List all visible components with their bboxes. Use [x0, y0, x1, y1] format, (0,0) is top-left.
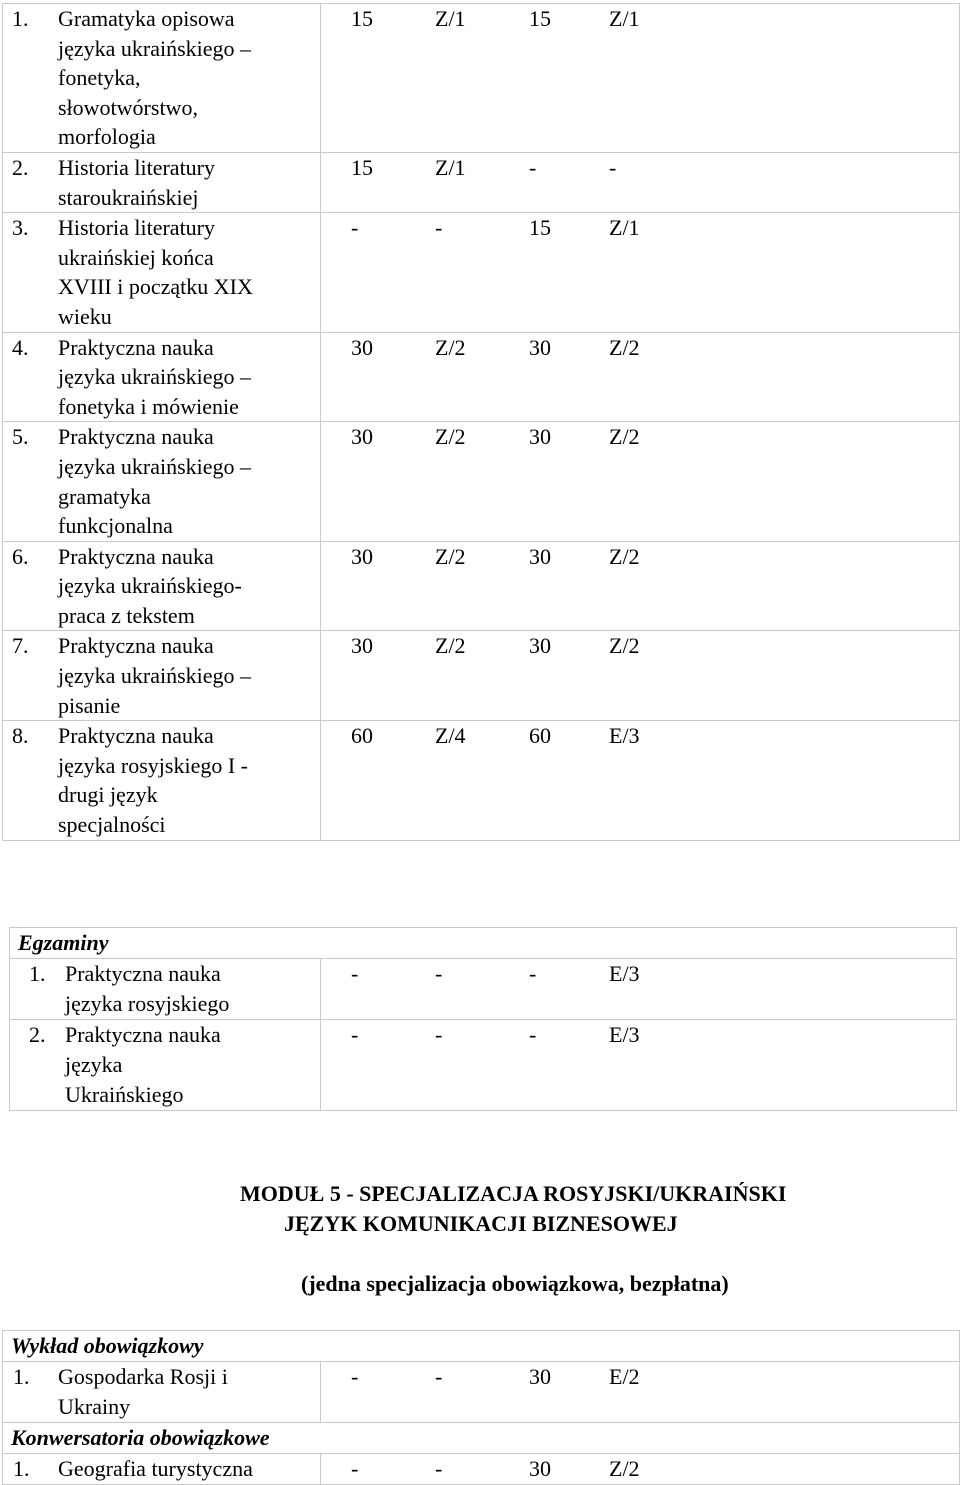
course-name-line: Praktyczna nauka — [58, 723, 214, 749]
course-value: 30 — [529, 334, 551, 360]
course-value: 30 — [351, 543, 373, 569]
table-row — [10, 1020, 957, 1111]
course-name-cell — [10, 1020, 321, 1111]
table-row — [3, 631, 960, 721]
course-value: Z/1 — [435, 154, 466, 180]
course-name-line: Gospodarka Rosji i — [58, 1364, 228, 1389]
course-value: 30 — [351, 334, 373, 360]
course-value: Z/2 — [609, 424, 640, 450]
module-subtitle: (jedna specjalizacja obowiązkowa, bezpłatna) — [301, 1271, 729, 1296]
course-value: Z/2 — [609, 543, 640, 569]
course-name-line: Praktyczna nauka — [58, 543, 214, 569]
course-value: 60 — [351, 723, 373, 749]
course-values-cell — [321, 1020, 957, 1111]
course-name-line: Praktyczna nauka — [65, 1022, 221, 1047]
course-value: - — [351, 1364, 359, 1389]
course-value: 30 — [529, 424, 551, 450]
course-values-cell — [321, 631, 960, 721]
conversatoria-header: Konwersatoria obowiązkowe — [3, 1423, 960, 1454]
course-name-line: wieku — [58, 303, 112, 329]
table-row — [3, 422, 960, 541]
course-value: Z/1 — [609, 215, 640, 241]
course-value: - — [435, 1022, 443, 1047]
course-name-cell — [3, 631, 321, 721]
course-value: - — [609, 154, 617, 180]
course-values-cell — [321, 721, 960, 840]
course-name-line: Geografia turystyczna — [58, 1456, 253, 1481]
course-value: 15 — [529, 6, 551, 31]
course-name-line: staroukraińskiej — [58, 184, 199, 210]
exams-header: Egzaminy — [10, 928, 957, 959]
course-name-cell — [3, 152, 321, 212]
module-title-line-2: JĘZYK KOMUNIKACJI BIZNESOWEJ — [284, 1211, 678, 1236]
course-number: 3. — [12, 215, 29, 241]
course-name-line: Ukraińskiego — [65, 1082, 184, 1107]
course-name-cell — [3, 1362, 321, 1423]
course-name-line: Praktyczna nauka — [65, 961, 221, 986]
course-number: 4. — [12, 334, 29, 360]
table-row — [3, 1362, 960, 1423]
course-values-cell — [321, 4, 960, 153]
course-value: - — [435, 1364, 443, 1389]
course-value: - — [435, 1456, 443, 1481]
course-number: 5. — [12, 424, 29, 450]
course-value: - — [529, 1022, 537, 1047]
course-value: Z/2 — [435, 633, 466, 659]
course-values-cell — [321, 1454, 960, 1485]
course-value: Z/4 — [435, 723, 466, 749]
course-table — [2, 3, 960, 841]
course-name-line: drugi język — [58, 782, 158, 808]
course-name-cell — [3, 1454, 321, 1485]
course-name-cell — [3, 541, 321, 631]
lecture-header: Wykład obowiązkowy — [3, 1331, 960, 1362]
course-name-line: języka rosyjskiego I - — [58, 752, 248, 778]
course-value: 30 — [351, 424, 373, 450]
course-name-line: języka ukraińskiego- — [58, 573, 242, 599]
course-name-line: słowotwórstwo, — [58, 94, 198, 120]
table-row — [3, 1454, 960, 1485]
course-value: 30 — [529, 1456, 551, 1481]
course-value: Z/2 — [609, 334, 640, 360]
course-value: - — [351, 1022, 359, 1047]
course-value: Z/2 — [435, 424, 466, 450]
course-name-cell — [3, 721, 321, 840]
table-row — [3, 213, 960, 332]
course-value: Z/2 — [435, 334, 466, 360]
course-values-cell — [321, 332, 960, 422]
module-table — [2, 1330, 960, 1485]
course-name-line: Historia literatury — [58, 154, 216, 180]
course-number: 6. — [12, 543, 29, 569]
course-name-cell — [3, 332, 321, 422]
course-name-cell — [3, 213, 321, 332]
course-value: Z/2 — [609, 633, 640, 659]
course-values-cell — [321, 152, 960, 212]
course-value: - — [351, 961, 359, 986]
course-name-cell — [3, 4, 321, 153]
course-name-line: ukraińskiej końca — [58, 244, 214, 270]
course-number: 7. — [12, 633, 29, 659]
course-value: Z/1 — [435, 6, 466, 31]
course-value: 15 — [351, 154, 373, 180]
table-row — [3, 4, 960, 153]
course-number: 1. — [13, 1456, 30, 1481]
exams-table — [9, 927, 957, 1111]
course-name-line: funkcjonalna — [58, 513, 173, 539]
course-number: 1. — [29, 961, 46, 986]
course-name-line: języka — [65, 1052, 123, 1077]
course-name-line: Praktyczna nauka — [58, 424, 214, 450]
module-title-line-1: MODUŁ 5 - SPECJALIZACJA ROSYJSKI/UKRAIŃSKI — [240, 1181, 787, 1206]
course-value: 15 — [529, 215, 551, 241]
course-value: Z/1 — [609, 6, 640, 31]
course-value: E/2 — [609, 1364, 640, 1389]
course-name-line: Praktyczna nauka — [58, 633, 214, 659]
course-values-cell — [321, 1362, 960, 1423]
course-value: - — [529, 961, 537, 986]
course-name-line: fonetyka i mówienie — [58, 393, 239, 419]
course-name-line: Ukrainy — [58, 1394, 131, 1419]
course-value: 30 — [529, 543, 551, 569]
course-value: E/3 — [609, 961, 640, 986]
course-value: 15 — [351, 6, 373, 31]
table-row — [3, 1423, 960, 1454]
course-name-line: Praktyczna nauka — [58, 334, 214, 360]
course-value: Z/2 — [609, 1456, 640, 1481]
course-name-cell — [10, 959, 321, 1020]
course-value: E/3 — [609, 723, 640, 749]
course-name-line: Gramatyka opisowa — [58, 6, 235, 31]
table-row — [3, 721, 960, 840]
table-row — [3, 152, 960, 212]
course-name-line: języka ukraińskiego – — [58, 663, 252, 689]
course-value: E/3 — [609, 1022, 640, 1047]
course-number: 8. — [12, 723, 29, 749]
course-values-cell — [321, 959, 957, 1020]
course-name-line: języka ukraińskiego – — [58, 364, 252, 390]
course-name-line: pisanie — [58, 692, 121, 718]
table-row — [3, 332, 960, 422]
table-row — [3, 1331, 960, 1362]
course-name-line: języka ukraińskiego – — [58, 35, 252, 61]
course-name-cell — [3, 422, 321, 541]
course-value: - — [529, 154, 537, 180]
table-row — [10, 959, 957, 1020]
course-value: 30 — [529, 633, 551, 659]
course-value: - — [351, 1456, 359, 1481]
course-name-line: XVIII i początku XIX — [58, 274, 253, 300]
course-name-line: fonetyka, — [58, 65, 141, 91]
course-value: - — [435, 215, 443, 241]
course-name-line: języka rosyjskiego — [65, 991, 230, 1016]
course-value: 30 — [351, 633, 373, 659]
course-values-cell — [321, 541, 960, 631]
course-number: 2. — [29, 1022, 46, 1047]
course-values-cell — [321, 422, 960, 541]
table-row — [3, 541, 960, 631]
course-value: Z/2 — [435, 543, 466, 569]
course-name-line: morfologia — [58, 124, 156, 150]
course-value: - — [351, 215, 359, 241]
course-value: 60 — [529, 723, 551, 749]
course-name-line: praca z tekstem — [58, 602, 195, 628]
course-name-line: języka ukraińskiego – — [58, 453, 252, 479]
course-number: 1. — [13, 1364, 30, 1389]
course-number: 1. — [12, 6, 29, 31]
course-name-line: gramatyka — [58, 483, 151, 509]
table-row — [10, 928, 957, 959]
course-number: 2. — [12, 154, 29, 180]
course-name-line: specjalności — [58, 812, 166, 838]
course-value: 30 — [529, 1364, 551, 1389]
course-name-line: Historia literatury — [58, 215, 216, 241]
course-values-cell — [321, 213, 960, 332]
course-value: - — [435, 961, 443, 986]
